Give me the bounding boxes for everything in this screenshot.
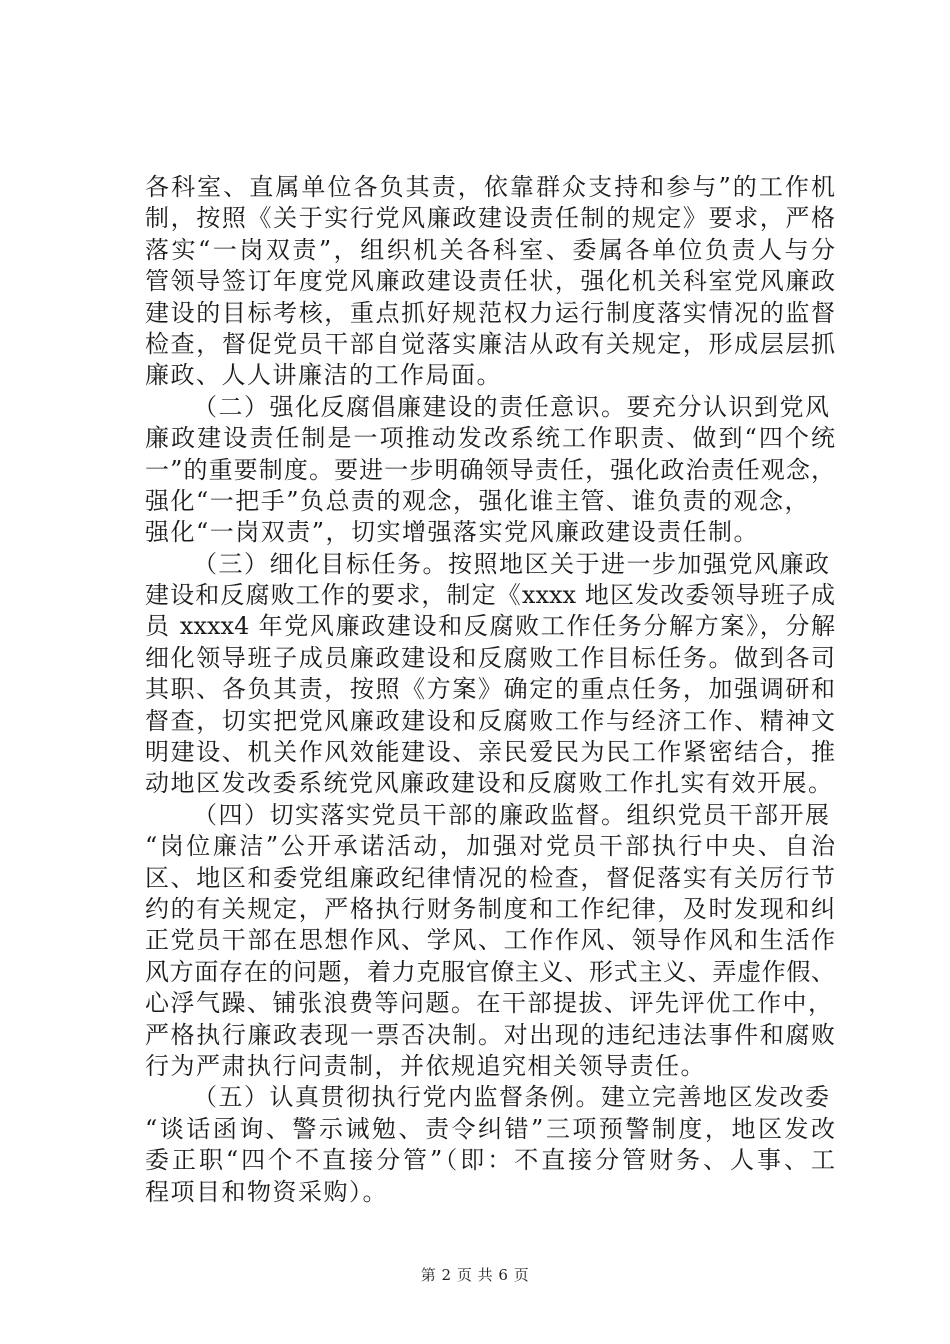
text-line: 严格执行廉政表现一票否决制。对出现的违纪违法事件和腐败 — [145, 1020, 835, 1049]
text-line: 建设的目标考核，重点抓好规范权力运行制度落实情况的监督 — [145, 298, 835, 327]
text-line: 行为严肃执行问责制，并依规追究相关领导责任。 — [145, 1051, 706, 1080]
text-line: 一”的重要制度。要进一步明确领导责任，强化政治责任观念， — [145, 455, 835, 484]
text-line: 督查，切实把党风廉政建设和反腐败工作与经济工作、精神文 — [145, 706, 835, 735]
text-line: 明建设、机关作风效能建设、亲民爱民为民工作紧密结合，推 — [145, 738, 835, 767]
text-line: 风方面存在的问题，着力克服官僚主义、形式主义、弄虚作假、 — [145, 957, 835, 986]
text-line: 心浮气躁、铺张浪费等问题。在干部提拔、评先评优工作中， — [145, 989, 834, 1018]
text-line: 其职、各负其责，按照《方案》确定的重点任务，加强调研和 — [145, 675, 835, 704]
text-line: 强化“一岗双责”，切实增强落实党风廉政建设责任制。 — [145, 518, 760, 547]
text-line: 管领导签订年度党风廉政建设责任状，强化机关科室党风廉政 — [145, 267, 835, 296]
section-heading-line: （五）认真贯彻执行党内监督条例。建立完善地区发改委 — [193, 1083, 831, 1112]
text-line: “谈话函询、警示诫勉、责令纠错”三项预警制度，地区发改 — [145, 1114, 835, 1143]
text-line: 细化领导班子成员廉政建设和反腐败工作目标任务。做到各司 — [145, 643, 835, 672]
text-line: 约的有关规定，严格执行财务制度和工作纪律，及时发现和纠 — [145, 894, 835, 923]
text-line: 各科室、直属单位各负其责，依靠群众支持和参与”的工作机 — [145, 173, 835, 201]
document-body — [145, 172, 835, 1208]
text-line: 建设和反腐败工作的要求，制定《xxxx 地区发改委领导班子成 — [145, 581, 835, 610]
text-line: “岗位廉洁”公开承诺活动，加强对党员干部执行中央、自治 — [145, 832, 835, 861]
text-line: 廉政、人人讲廉洁的工作局面。 — [145, 361, 502, 390]
text-line: 检查，督促党员干部自觉落实廉洁从政有关规定，形成层层抓 — [145, 329, 835, 358]
section-heading-line: （二）强化反腐倡廉建设的责任意识。要充分认识到党风 — [193, 392, 831, 421]
text-line: 员 xxxx4 年党风廉政建设和反腐败工作任务分解方案》，分解 — [145, 612, 835, 641]
text-line: 区、地区和委党组廉政纪律情况的检查，督促落实有关厉行节 — [145, 863, 835, 892]
text-line: 委正职“四个不直接分管”（即：不直接分管财务、人事、工 — [145, 1146, 835, 1175]
text-line: 正党员干部在思想作风、学风、工作作风、领导作风和生活作 — [145, 926, 835, 955]
section-heading-line: （三）细化目标任务。按照地区关于进一步加强党风廉政 — [193, 549, 831, 578]
page-number-footer: 第 2 页 共 6 页 — [420, 1266, 530, 1284]
text-line: 制，按照《关于实行党风廉政建设责任制的规定》要求，严格 — [145, 204, 835, 233]
text-line: 程项目和物资采购）。 — [145, 1177, 388, 1206]
text-line: 廉政建设责任制是一项推动发改系统工作职责、做到“四个统 — [145, 424, 835, 453]
text-line: 动地区发改委系统党风廉政建设和反腐败工作扎实有效开展。 — [145, 769, 834, 798]
text-line: 落实“一岗双责”，组织机关各科室、委属各单位负责人与分 — [145, 235, 835, 264]
text-line: 强化“一把手”负总责的观念，强化谁主管、谁负责的观念， — [145, 486, 811, 515]
section-heading-line: （四）切实落实党员干部的廉政监督。组织党员干部开展 — [193, 800, 831, 829]
